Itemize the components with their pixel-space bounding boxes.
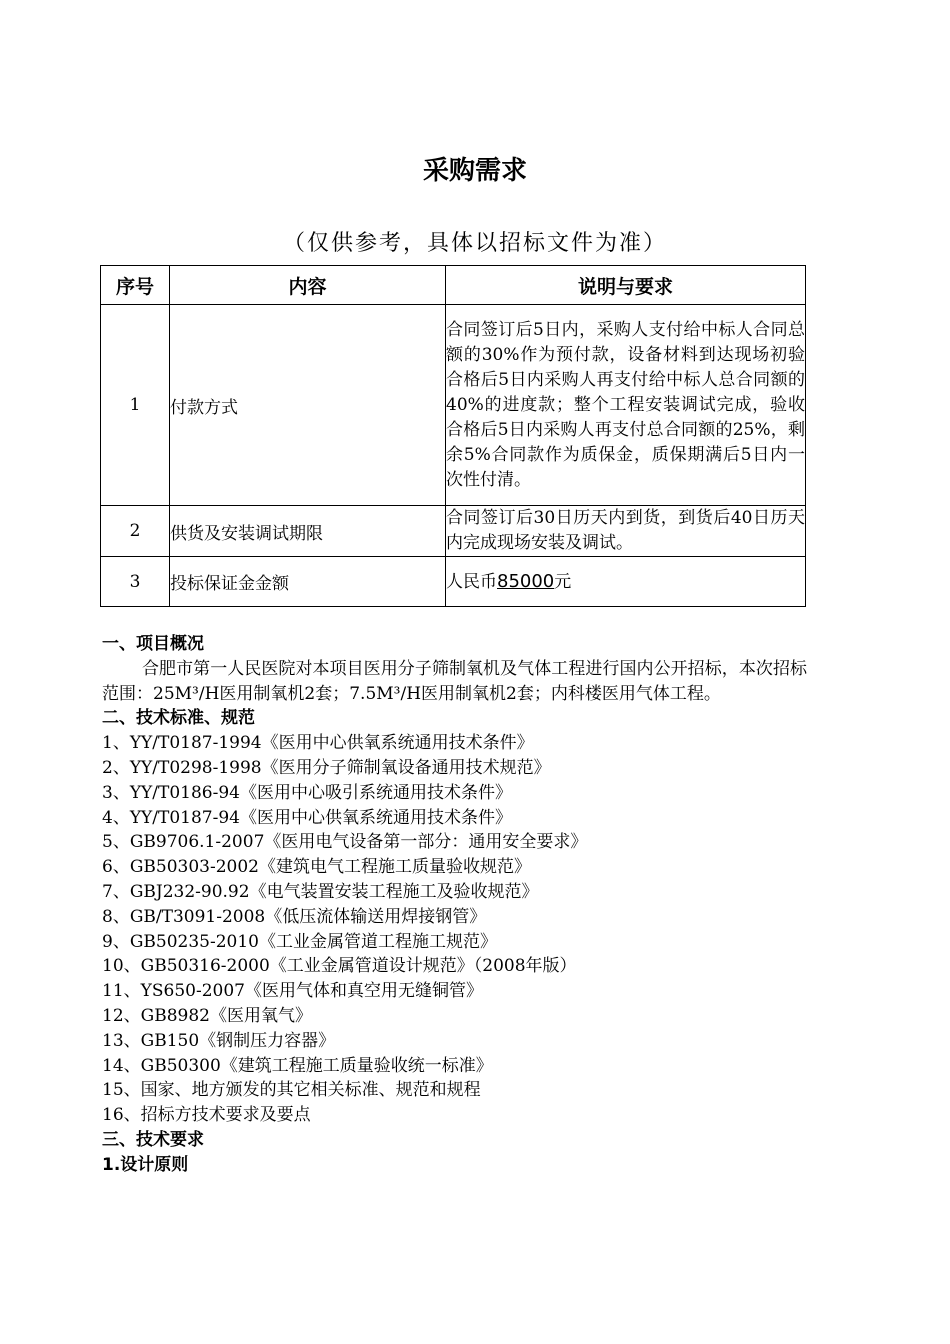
row-number: 3 xyxy=(101,557,170,607)
standard-item: 15、国家、地方颁发的其它相关标准、规范和规程 xyxy=(102,1080,481,1101)
standard-item: 4、YY/T0187-94《医用中心供氧系统通用技术条件》 xyxy=(102,807,512,828)
section-heading-tech-requirements: 三、技术要求 xyxy=(102,1129,204,1150)
deposit-amount: 85000 xyxy=(497,570,555,592)
standard-item: 12、GB8982《医用氧气》 xyxy=(102,1005,312,1026)
row-item: 供货及安装调试期限 xyxy=(170,506,446,557)
row-item: 投标保证金金额 xyxy=(170,557,446,607)
header-no: 序号 xyxy=(101,266,170,305)
page-title: 采购需求 xyxy=(422,156,527,186)
row-number: 1 xyxy=(101,305,170,506)
page-subtitle: （仅供参考，具体以招标文件为准） xyxy=(282,231,667,256)
standard-item: 6、GB50303-2002《建筑电气工程施工质量验收规范》 xyxy=(102,857,531,878)
standard-item: 16、招标方技术要求及要点 xyxy=(102,1105,311,1126)
standard-item: 11、YS650-2007《医用气体和真空用无缝铜管》 xyxy=(102,981,483,1002)
standard-item: 8、GB/T3091-2008《低压流体输送用焊接钢管》 xyxy=(102,906,487,927)
document-body xyxy=(102,632,807,1178)
table-header-row xyxy=(101,266,806,305)
section-heading-standards: 二、技术标准、规范 xyxy=(102,708,255,729)
standard-item: 10、GB50316-2000《工业金属管道设计规范》（2008年版） xyxy=(102,956,577,977)
amount-suffix: 元 xyxy=(554,571,572,592)
standard-item: 3、YY/T0186-94《医用中心吸引系统通用技术条件》 xyxy=(102,782,512,803)
table-row xyxy=(101,506,806,557)
row-description xyxy=(446,557,806,607)
row-description: 合同签订后30日历天内到货，到货后40日历天内完成现场安装及调试。 xyxy=(446,506,806,557)
header-description: 说明与要求 xyxy=(446,266,806,305)
overview-paragraph: 合肥市第一人民医院对本项目医用分子筛制氧机及气体工程进行国内公开招标，本次招标范围：25M³/H医用制氧机2套；7.5M³/H医用制氧机2套；内科楼医用气体工程。 xyxy=(102,658,807,704)
standard-item: 13、GB150《钢制压力容器》 xyxy=(102,1030,336,1051)
section-heading-overview: 一、项目概况 xyxy=(102,634,204,654)
requirements-table xyxy=(100,265,806,607)
header-content: 内容 xyxy=(170,266,446,305)
subsection-heading-design-principles: 1.设计原则 xyxy=(102,1154,189,1175)
row-description: 合同签订后5日内，采购人支付给中标人合同总额的30%作为预付款，设备材料到达现场初验合格后5日内采购人再支付给中标人总合同额的40%的进度款；整个工程安装调试完成，验收合格后5日内采购人再支付总合同额的25%，剩余5%合同款作为质保金，质保期满后5日内一次性付清。 xyxy=(446,305,806,506)
table-row xyxy=(101,305,806,506)
standard-item: 7、GBJ232-90.92《电气装置安装工程施工及验收规范》 xyxy=(102,881,539,902)
standard-item: 14、GB50300《建筑工程施工质量验收统一标准》 xyxy=(102,1055,493,1076)
table-row xyxy=(101,557,806,607)
standard-item: 1、YY/T0187-1994《医用中心供氧系统通用技术条件》 xyxy=(102,733,534,754)
row-item: 付款方式 xyxy=(170,305,446,506)
standard-item: 2、YY/T0298-1998《医用分子筛制氧设备通用技术规范》 xyxy=(102,757,551,778)
standard-item: 5、GB9706.1-2007《医用电气设备第一部分：通用安全要求》 xyxy=(102,832,588,853)
row-number: 2 xyxy=(101,506,170,557)
standard-item: 9、GB50235-2010《工业金属管道工程施工规范》 xyxy=(102,931,497,952)
amount-prefix: 人民币 xyxy=(446,571,497,592)
